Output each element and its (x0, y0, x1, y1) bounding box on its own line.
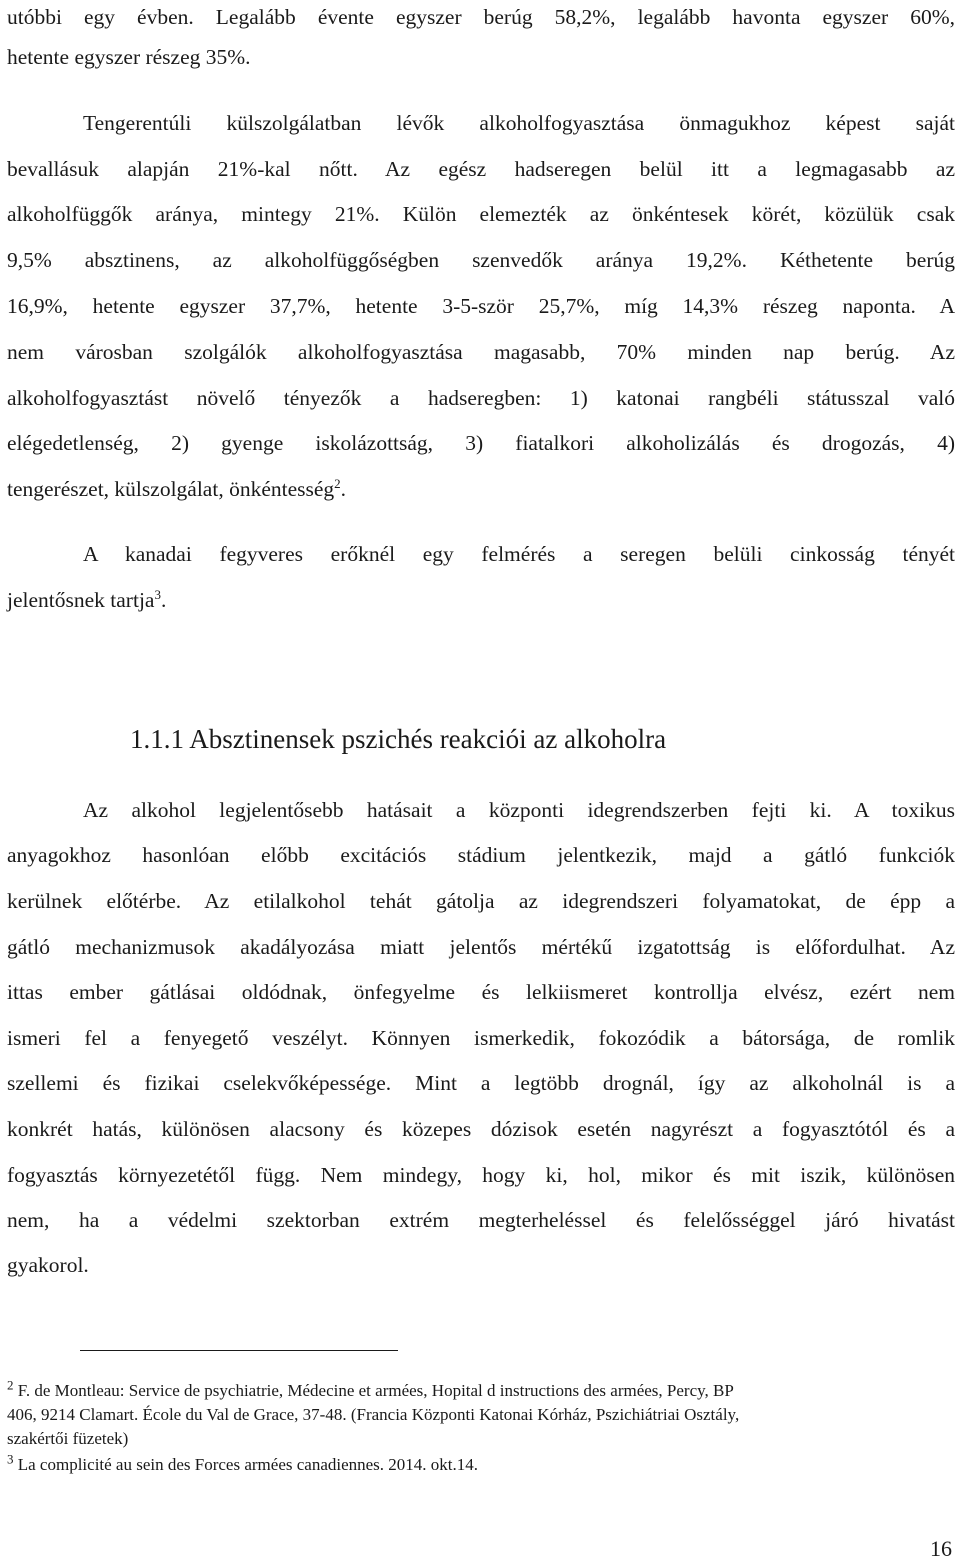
paragraph-line: Az alkohol legjelentősebb hatásait a központi idegrendszerben fejti ki. A toxikus (83, 798, 955, 822)
paragraph-line: jelentősnek tartja$^3$. (7, 586, 167, 612)
footnote-ref[interactable]: 2 (334, 475, 341, 491)
paragraph-line: tengerészet, külszolgálat, önkéntesség$^2$. (7, 475, 347, 501)
footnote-ref[interactable]: 3 (154, 586, 161, 602)
footnote-3: $^3$ La complicité au sein des Forces armées canadiennes. 2014. okt.14. (7, 1451, 479, 1474)
paragraph-line: alkoholfogyasztást növelő tényezők a hadseregben: 1) katonai rangbéli státusszal való (7, 386, 955, 410)
paragraph-line: ismeri fel a fenyegető veszélyt. Könnyen ismerkedik, fokozódik a bátorsága, de romlik (7, 1026, 955, 1050)
paragraph-line: elégedetlenség, 2) gyenge iskolázottság, 3) fiatalkori alkoholizálás és drogozás, 4) (7, 431, 955, 455)
section-heading: 1.1.1 Absztinensek pszichés reakciói az alkoholra (130, 724, 667, 754)
paragraph-line: nem városban szolgálók alkoholfogyasztása magasabb, 70% minden nap berúg. Az (7, 340, 955, 364)
page-number: 16 (930, 1536, 952, 1561)
footnote-2: $^2$ F. de Montleau: Service de psychiatrie, Médecine et armées, Hopital d instructions des armées, Percy, BP (7, 1377, 734, 1400)
paragraph-line: gyakorol. (7, 1253, 89, 1277)
footnote-number: 2 (7, 1377, 14, 1393)
paragraph-line: alkoholfüggők aránya, mintegy 21%. Külön elemezték az önkéntesek körét, közülük csak (7, 202, 955, 226)
footnote-separator (80, 1350, 398, 1351)
paragraph-line: bevallásuk alapján 21%-kal nőtt. Az egész hadseregen belül itt a legmagasabb az (7, 157, 955, 181)
footnote-line: szakértői füzetek) (7, 1429, 129, 1448)
paragraph-line: utóbbi egy évben. Legalább évente egyszer berúg 58,2%, legalább havonta egyszer 60%, (7, 5, 955, 29)
footnote-number: 3 (7, 1451, 14, 1467)
paragraph-line: Tengerentúli külszolgálatban lévők alkoholfogyasztása önmagukhoz képest saját (83, 111, 955, 135)
footnote-line: 406, 9214 Clamart. École du Val de Grace, 37-48. (Francia Központi Katonai Kórház, Pszichiátriai Osztály, (7, 1405, 740, 1424)
paragraph-line: hetente egyszer részeg 35%. (7, 45, 251, 69)
paragraph-line: 9,5% absztinens, az alkoholfüggőségben szenvedők aránya 19,2%. Kéthetente berúg (7, 248, 955, 272)
paragraph-line: anyagokhoz hasonlóan előbb excitációs stádium jelentkezik, majd a gátló funkciók (7, 843, 955, 867)
paragraph-line: gátló mechanizmusok akadályozása miatt jelentős mértékű izgatottság is előfordulhat. Az (7, 935, 955, 959)
paragraph-line: konkrét hatás, különösen alacsony és közepes dózisok esetén nagyrészt a fogyasztótól és a (7, 1117, 955, 1141)
paragraph-line: ittas ember gátlásai oldódnak, önfegyelme és lelkiismeret kontrollja elvész, ezért nem (7, 980, 955, 1004)
paragraph-line: nem, ha a védelmi szektorban extrém megterheléssel és felelősséggel járó hivatást (7, 1208, 955, 1232)
paragraph-line: szellemi és fizikai cselekvőképessége. Mint a legtöbb drognál, így az alkoholnál is a (7, 1071, 955, 1095)
paragraph-line: fogyasztás környezetétől függ. Nem mindegy, hogy ki, hol, mikor és mit iszik, különösen (7, 1163, 955, 1187)
paragraph-line: 16,9%, hetente egyszer 37,7%, hetente 3-5-ször 25,7%, míg 14,3% részeg naponta. A (7, 294, 955, 318)
paragraph-line: kerülnek előtérbe. Az etilalkohol tehát gátolja az idegrendszeri folyamatokat, de épp a (7, 889, 955, 913)
paragraph-line: A kanadai fegyveres erőknél egy felmérés a seregen belüli cinkosság tényét (83, 542, 955, 566)
